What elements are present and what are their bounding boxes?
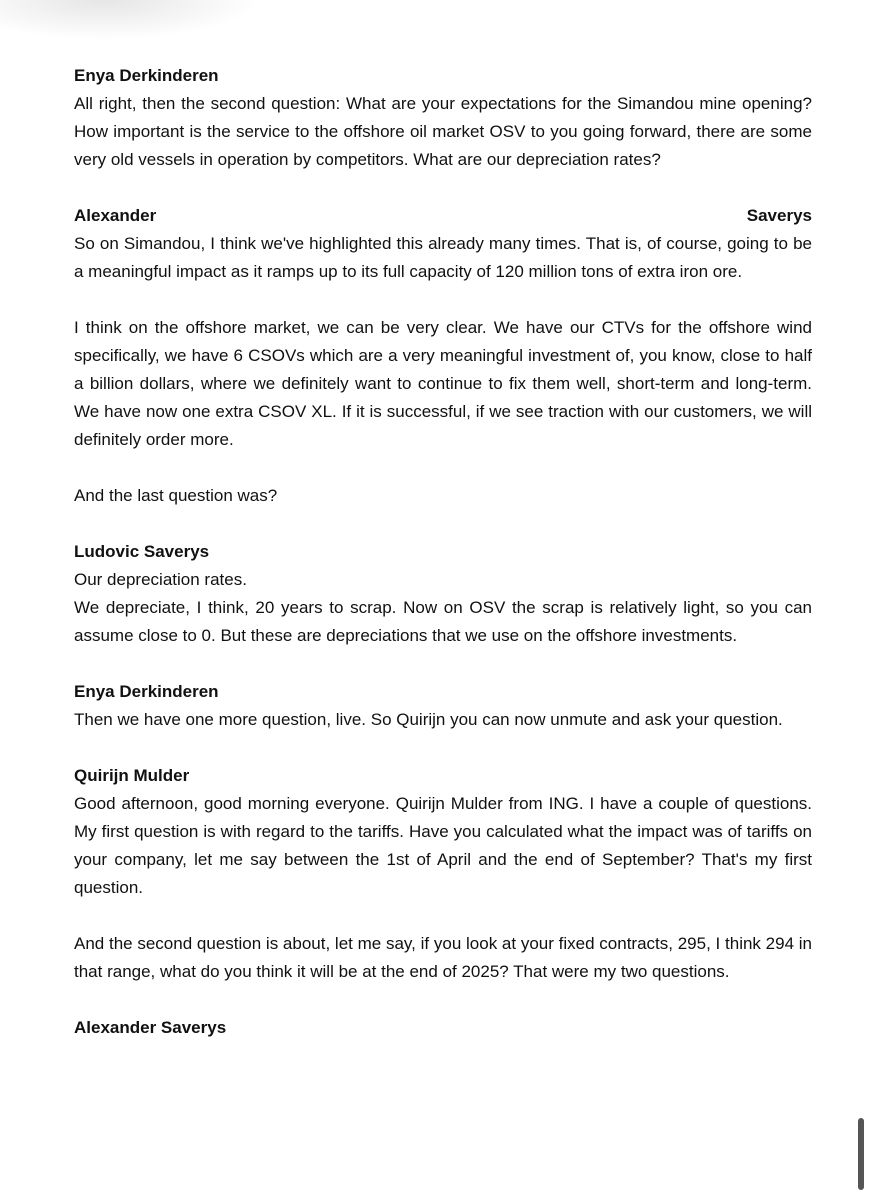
transcript-paragraph: And the last question was? — [74, 486, 278, 505]
speaker-name: Enya Derkinderen — [74, 66, 219, 85]
speaker-name: Enya Derkinderen — [74, 682, 219, 701]
transcript-paragraph: Our depreciation rates. — [74, 570, 247, 589]
transcript-document — [74, 62, 812, 1042]
speaker-last-name: Saverys — [746, 206, 812, 225]
speaker-name: Ludovic Saverys — [74, 542, 210, 561]
transcript-paragraph: So on Simandou, I think we've highlighted this already many times. That is, of course, going to be a meaningful impact as it ramps up to its full capacity of 120 million tons of extra iron ore. — [74, 234, 812, 281]
scrollbar-thumb[interactable] — [858, 1118, 864, 1190]
transcript-paragraph: We depreciate, I think, 20 years to scrap. Now on OSV the scrap is relatively light, so you can assume close to 0. But these are depreciations that we use on the offshore investments. — [74, 598, 812, 645]
transcript-paragraph: And the second question is about, let me say, if you look at your fixed contracts, 295, I think 294 in that range, what do you think it will be at the end of 2025? That were my two questions. — [74, 934, 812, 981]
speaker-name: Quirijn Mulder — [74, 766, 190, 785]
transcript-paragraph: I think on the offshore market, we can be very clear. We have our CTVs for the offshore wind specifically, we have 6 CSOVs which are a very meaningful investment of, you know, close to half a billion dollars, where we definitely want to continue to fix them well, short-term and long-term. We have now one extra CSOV XL. If it is successful, if we see traction with our customers, we will definitely order more. — [74, 318, 812, 449]
speaker-first-name: Alexander — [74, 206, 157, 225]
top-edge-shadow — [0, 0, 260, 40]
transcript-paragraph: Good afternoon, good morning everyone. Quirijn Mulder from ING. I have a couple of questions. My first question is with regard to the tariffs. Have you calculated what the impact was of tariffs on your company, let me say between the 1st of April and the end of September? That's my first question. — [74, 794, 812, 897]
speaker-name: Alexander Saverys — [74, 1018, 227, 1037]
transcript-paragraph: All right, then the second question: What are your expectations for the Simandou mine opening? How important is the service to the offshore oil market OSV to you going forward, there are some very old vessels in operation by competitors. What are our depreciation rates? — [74, 94, 812, 169]
transcript-paragraph: Then we have one more question, live. So Quirijn you can now unmute and ask your question. — [74, 710, 783, 729]
speaker-name — [74, 202, 812, 230]
